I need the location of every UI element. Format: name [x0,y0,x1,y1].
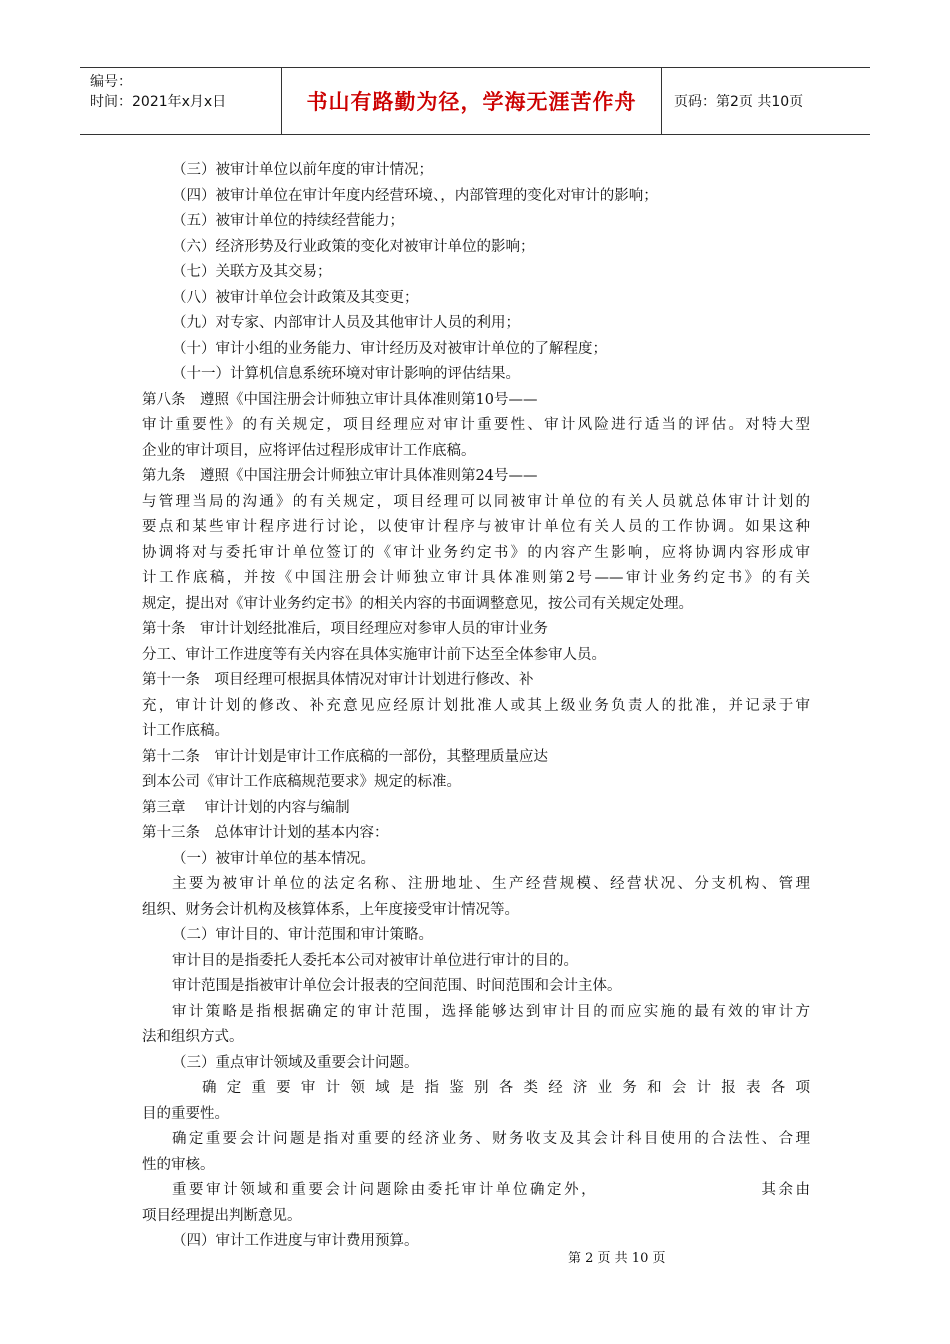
text-line: （四）被审计单位在审计年度内经营环境、，内部管理的变化对审计的影响； [172,187,658,204]
text-line: （六）经济形势及行业政策的变化对被审计单位的影响； [172,238,535,255]
text-line: 计工作底稿，并按《中国注册会计师独立审计具体准则第2号——审计业务约定书》的有关 [142,570,810,586]
text-line: （七）关联方及其交易； [172,264,332,280]
text-line: 主要为被审计单位的法定名称、注册地址、生产经营规模、经营状况、分支机构、管理 [172,876,810,892]
article-heading: 第十二条 审计计划是审计工作底稿的一部份，其整理质量应达 [142,748,548,765]
document-body [142,158,810,1255]
text-line: 计工作底稿。 [142,723,229,739]
text-line: 规定，提出对《审计业务约定书》的相关内容的书面调整意见，按公司有关规定处理。 [142,595,693,612]
text-line: （五）被审计单位的持续经营能力； [172,213,404,229]
text-line: （一）被审计单位的基本情况。 [172,850,375,867]
text-line: 企业的审计项目，应将评估过程形成审计工作底稿。 [142,442,476,459]
text-line: （三）重点审计领域及重要会计问题。 [172,1054,419,1071]
document-date-label: 时间：2021年x月x日 [90,94,227,110]
text-line: （九）对专家、内部审计人员及其他审计人员的利用； [172,315,520,331]
text-line: 到本公司《审计工作底稿规范要求》规定的标准。 [142,774,461,790]
header-meta [80,68,282,134]
article-heading: 第十一条 项目经理可根据具体情况对审计计划进行修改、补 [142,672,534,688]
text-line: 要点和某些审计程序进行讨论，以使审计程序与被审计单位有关人员的工作协调。如果这种 [142,519,810,535]
text-line: 充，审计计划的修改、补充意见应经原计划批准人或其上级业务负责人的批准，并记录于审 [142,697,810,714]
document-code-label: 编号： [90,74,132,90]
text-line: 组织、财务会计机构及核算体系，上年度接受审计情况等。 [142,901,519,918]
text-line: （四）审计工作进度与审计费用预算。 [172,1233,419,1249]
article-heading: 第十三条 总体审计计划的基本内容： [142,825,389,841]
text-line: （十一）计算机信息系统环境对审计影响的评估结果。 [172,366,520,382]
text-line: 审计重要性》的有关规定，项目经理应对审计重要性、审计风险进行适当的评估。对特大型 [142,417,810,433]
text-line: （八）被审计单位会计政策及其变更； [172,289,419,306]
text-line: 项目经理提出判断意见。 [142,1207,302,1224]
text-line: 性的审核。 [142,1156,215,1173]
text-line: 协调将对与委托审计单位签订的《审计业务约定书》的内容产生影响，应将协调内容形成审 [142,544,810,561]
article-heading: 第十条 审计计划经批准后，项目经理应对参审人员的审计业务 [142,621,548,637]
article-heading: 第九条 遵照《中国注册会计师独立审计具体准则第24号—— [142,468,538,484]
page-footer: 第 2 页 共 10 页 [568,1251,666,1266]
text-line: 重要审计领域和重要会计问题除由委托审计单位确定外， 其余由 [172,1182,810,1198]
text-line: （十）审计小组的业务能力、审计经历及对被审计单位的了解程度； [172,340,607,357]
header-motto-cell [282,68,662,134]
text-line: 分工、审计工作进度等有关内容在具体实施审计前下达至全体参审人员。 [142,646,606,663]
header-page-cell [662,68,870,134]
text-line: 法和组织方式。 [142,1029,244,1045]
header-motto: 书山有路勤为径，学海无涯苦作舟 [306,90,637,114]
text-line: 审计策略是指根据确定的审计范围，选择能够达到审计目的而应实施的最有效的审计方 [172,1003,810,1020]
chapter-heading: 第三章 审计计划的内容与编制 [142,799,350,816]
text-line: 与管理当局的沟通》的有关规定，项目经理可以同被审计单位的有关人员就总体审计计划的 [142,493,810,510]
text-line: 确定重要会计问题是指对重要的经济业务、财务收支及其会计科目使用的合法性、合理 [172,1131,810,1147]
text-line: 目的重要性。 [142,1105,229,1122]
page-header [80,67,870,135]
text-line: （三）被审计单位以前年度的审计情况； [172,162,433,178]
text-line: 审计范围是指被审计单位会计报表的空间范围、时间范围和会计主体。 [172,978,622,994]
article-heading: 第八条 遵照《中国注册会计师独立审计具体准则第10号—— [142,391,538,408]
text-line: 确定重要审计领域是指鉴别各类经济业务和会计报表各项 [202,1080,810,1096]
header-page-number: 页码：第2页 共10页 [674,94,804,110]
text-line: 审计目的是指委托人委托本公司对被审计单位进行审计的目的。 [172,952,578,969]
text-line: （二）审计目的、审计范围和审计策略。 [172,927,433,943]
